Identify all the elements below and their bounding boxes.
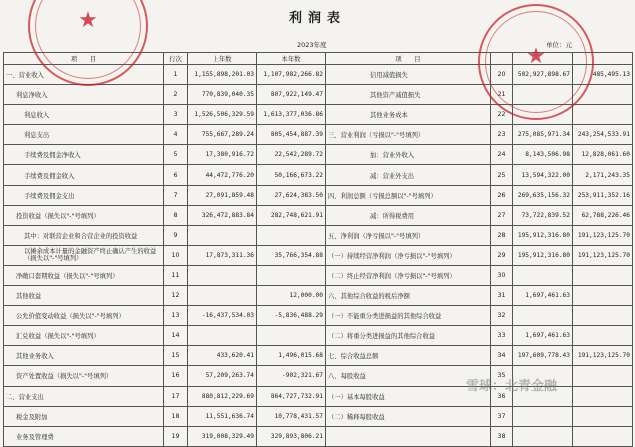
report-period: 2023年度: [297, 41, 327, 49]
left-item-label: 利息收入: [4, 105, 164, 125]
right-current-value: [573, 406, 633, 426]
left-prior-value: 880,812,229.69: [188, 386, 257, 406]
seal-star-icon: ★: [526, 44, 546, 69]
left-current-value: 282,748,621.91: [257, 205, 326, 225]
right-current-value: [573, 306, 633, 326]
table-row: [4, 265, 633, 285]
header-row-no: 行次: [164, 53, 188, 65]
left-item-label: 二、营业支出: [4, 386, 164, 406]
currency-unit: 单位：元: [546, 41, 572, 49]
left-prior-value: [188, 265, 257, 285]
left-prior-value: [188, 326, 257, 346]
left-item-label: 以摊余成本计量的金融资产终止确认产生的收益（损失以"-"号填列）: [4, 245, 164, 265]
header-prior-year: 上年数: [188, 53, 257, 65]
left-item-label: 手续费及佣金收入: [4, 165, 164, 185]
left-prior-value: [188, 286, 257, 306]
left-row-no: 15: [164, 346, 188, 366]
left-prior-value: 17,380,916.72: [188, 145, 257, 165]
right-current-value: [573, 326, 633, 346]
right-row-no: 26: [491, 185, 513, 205]
left-row-no: 13: [164, 306, 188, 326]
right-current-value: [573, 426, 633, 446]
right-item-label: 加：营业外收入: [326, 145, 491, 165]
table-row: [4, 346, 633, 366]
table-row: [4, 406, 633, 426]
right-prior-value: 275,085,971.34: [513, 125, 573, 145]
right-item-label: 四、利润总额（亏损总额以"-"号填列）: [326, 185, 491, 205]
right-prior-value: 73,722,839.52: [513, 205, 573, 225]
left-row-no: 10: [164, 245, 188, 265]
right-current-value: [573, 105, 633, 125]
right-current-value: [573, 286, 633, 306]
left-row-no: 17: [164, 386, 188, 406]
right-row-no: 21: [491, 85, 513, 105]
right-prior-value: 502,927,898.67: [513, 65, 573, 85]
left-current-value: 50,166,673.22: [257, 165, 326, 185]
left-current-value: 1,107,982,266.82: [257, 65, 326, 85]
right-prior-value: 13,594,322.00: [513, 165, 573, 185]
table-row: [4, 105, 633, 125]
right-prior-value: [513, 265, 573, 285]
right-row-no: 32: [491, 306, 513, 326]
right-item-label: 信用减值损失: [326, 65, 491, 85]
right-row-no: 34: [491, 346, 513, 366]
right-item-label: 七、综合收益总额: [326, 346, 491, 366]
left-row-no: 3: [164, 105, 188, 125]
left-row-no: 19: [164, 426, 188, 446]
right-prior-value: 269,635,156.32: [513, 185, 573, 205]
left-current-value: 807,922,149.47: [257, 85, 326, 105]
left-prior-value: 319,008,329.49: [188, 426, 257, 446]
left-prior-value: 433,620.41: [188, 346, 257, 366]
left-prior-value: [188, 225, 257, 245]
left-row-no: 4: [164, 125, 188, 145]
right-current-value: 191,123,125.70: [573, 225, 633, 245]
right-row-no: 38: [491, 426, 513, 446]
left-current-value: [257, 326, 326, 346]
header-row-no-right: [491, 53, 513, 65]
right-prior-value: 197,609,778.43: [513, 346, 573, 366]
left-prior-value: -16,437,534.03: [188, 306, 257, 326]
right-item-label: 其他业务成本: [326, 105, 491, 125]
left-item-label: 业务及管理费: [4, 426, 164, 446]
left-prior-value: 326,472,883.84: [188, 205, 257, 225]
right-current-value: [573, 265, 633, 285]
left-prior-value: 44,472,776.20: [188, 165, 257, 185]
left-row-no: 2: [164, 85, 188, 105]
left-current-value: 35,766,354.88: [257, 245, 326, 265]
left-item-label: 投资收益（损失以"-"号填列）: [4, 205, 164, 225]
right-item-label: （一）基本每股收益: [326, 386, 491, 406]
table-row: [4, 225, 633, 245]
left-row-no: 12: [164, 286, 188, 306]
left-row-no: 8: [164, 205, 188, 225]
right-item-label: 减：所得税费用: [326, 205, 491, 225]
right-current-value: [573, 366, 633, 386]
right-prior-value: 1,697,461.63: [513, 286, 573, 306]
left-item-label: 其中：对联营企业和合营企业的投资收益: [4, 225, 164, 245]
table-row: [4, 286, 633, 306]
left-item-label: 利息支出: [4, 125, 164, 145]
right-prior-value: [513, 85, 573, 105]
right-item-label: （二）将重分类进损益的其他综合收益: [326, 326, 491, 346]
right-item-label: （一）持续经营净利润（净亏损以"-"号填列）: [326, 245, 491, 265]
table-row: [4, 245, 633, 265]
left-item-label: 税金及附加: [4, 406, 164, 426]
right-row-no: 29: [491, 245, 513, 265]
right-item-label: （二）稀释每股收益: [326, 406, 491, 426]
left-row-no: 9: [164, 225, 188, 245]
left-current-value: 864,727,732.91: [257, 386, 326, 406]
left-current-value: 10,778,431.57: [257, 406, 326, 426]
left-prior-value: 770,839,040.35: [188, 85, 257, 105]
right-item-label: （二）终止经营净利润（净亏损以"-"号填列）: [326, 265, 491, 285]
right-row-no: 36: [491, 386, 513, 406]
right-prior-value: 195,912,316.80: [513, 245, 573, 265]
left-current-value: 805,454,887.39: [257, 125, 326, 145]
left-item-label: 公允价值变动收益（损失以"-"号填列）: [4, 306, 164, 326]
seal-star-icon: ★: [78, 8, 98, 33]
left-current-value: 27,624,383.50: [257, 185, 326, 205]
right-prior-value: 1,697,461.63: [513, 326, 573, 346]
left-item-label: 利息净收入: [4, 85, 164, 105]
right-row-no: 22: [491, 105, 513, 125]
table-header-row: [4, 53, 633, 65]
right-current-value: 485,495.13: [573, 65, 633, 85]
left-current-value: [257, 265, 326, 285]
right-prior-value: [513, 426, 573, 446]
right-row-no: 28: [491, 225, 513, 245]
left-item-label: 手续费及佣金支出: [4, 185, 164, 205]
left-row-no: 18: [164, 406, 188, 426]
left-current-value: -902,321.67: [257, 366, 326, 386]
table-row: [4, 205, 633, 225]
right-row-no: 33: [491, 326, 513, 346]
right-current-value: 243,254,533.91: [573, 125, 633, 145]
left-row-no: 7: [164, 185, 188, 205]
table-row: [4, 65, 633, 85]
right-current-value: [573, 85, 633, 105]
left-current-value: 12,000.00: [257, 286, 326, 306]
header-item-right: 项 目: [326, 53, 491, 65]
right-row-no: 37: [491, 406, 513, 426]
watermark: 雪球：北青金融: [466, 379, 558, 394]
unit-value: 元: [565, 41, 572, 49]
left-current-value: 329,893,806.21: [257, 426, 326, 446]
right-current-value: 253,911,352.16: [573, 185, 633, 205]
header-prior-year-right: [513, 53, 573, 65]
left-row-no: 6: [164, 165, 188, 185]
header-current-year: 本年数: [257, 53, 326, 65]
left-row-no: 11: [164, 265, 188, 285]
right-item-label: 五、净利润（净亏损以"-"号填列）: [326, 225, 491, 245]
table-row: [4, 326, 633, 346]
left-current-value: 1,613,377,036.86: [257, 105, 326, 125]
left-item-label: 其他业务收入: [4, 346, 164, 366]
right-row-no: 31: [491, 286, 513, 306]
left-current-value: [257, 225, 326, 245]
left-current-value: 1,496,015.68: [257, 346, 326, 366]
right-item-label: 其他资产减值损失: [326, 85, 491, 105]
right-prior-value: [513, 105, 573, 125]
header-item: 项 目: [4, 53, 164, 65]
left-current-value: -5,836,488.29: [257, 306, 326, 326]
left-item-label: 资产处置收益（损失以"-"号填列）: [4, 366, 164, 386]
right-prior-value: 195,912,316.80: [513, 225, 573, 245]
right-prior-value: 8,143,506.98: [513, 145, 573, 165]
right-prior-value: [513, 306, 573, 326]
left-row-no: 16: [164, 366, 188, 386]
table-row: [4, 165, 633, 185]
right-row-no: 24: [491, 145, 513, 165]
right-row-no: 27: [491, 205, 513, 225]
table-row: [4, 85, 633, 105]
left-item-label: 手续费及佣金净收入: [4, 145, 164, 165]
right-current-value: [573, 386, 633, 406]
left-prior-value: 1,155,898,201.03: [188, 65, 257, 85]
page-title: 利润表: [288, 11, 346, 26]
left-row-no: 14: [164, 326, 188, 346]
left-item-label: 净敞口套期收益（损失以"-"号填列）: [4, 265, 164, 285]
right-current-value: 191,123,125.70: [573, 346, 633, 366]
table-row: [4, 306, 633, 326]
right-item-label: [326, 426, 491, 446]
right-item-label: 减：营业外支出: [326, 165, 491, 185]
left-row-no: 5: [164, 145, 188, 165]
right-row-no: 30: [491, 265, 513, 285]
left-prior-value: 1,526,506,329.59: [188, 105, 257, 125]
right-row-no: 20: [491, 65, 513, 85]
right-current-value: 62,788,226.46: [573, 205, 633, 225]
left-prior-value: 755,667,289.24: [188, 125, 257, 145]
left-item-label: 汇兑收益（损失以"-"号填列）: [4, 326, 164, 346]
right-item-label: 六、其他综合收益的税后净额: [326, 286, 491, 306]
left-prior-value: 57,209,263.74: [188, 366, 257, 386]
table-row: [4, 125, 633, 145]
right-row-no: 25: [491, 165, 513, 185]
left-prior-value: 11,551,636.74: [188, 406, 257, 426]
right-prior-value: [513, 406, 573, 426]
left-current-value: 22,542,289.72: [257, 145, 326, 165]
left-row-no: 1: [164, 65, 188, 85]
table-row: [4, 145, 633, 165]
left-item-label: 一、营业收入: [4, 65, 164, 85]
table-row: [4, 185, 633, 205]
table-row: [4, 426, 633, 446]
right-item-label: 三、营业利润（亏损以"-"号填列）: [326, 125, 491, 145]
right-current-value: 2,171,243.35: [573, 165, 633, 185]
right-row-no: 35: [491, 366, 513, 386]
left-prior-value: 27,091,859.48: [188, 185, 257, 205]
left-item-label: 其他收益: [4, 286, 164, 306]
right-current-value: 191,123,125.70: [573, 245, 633, 265]
right-item-label: 八、每股收益: [326, 366, 491, 386]
right-current-value: 12,828,061.60: [573, 145, 633, 165]
right-row-no: 23: [491, 125, 513, 145]
header-current-year-right: [573, 53, 633, 65]
left-prior-value: 17,873,311.36: [188, 245, 257, 265]
right-item-label: （一）不能重分类进损益的其他综合收益: [326, 306, 491, 326]
